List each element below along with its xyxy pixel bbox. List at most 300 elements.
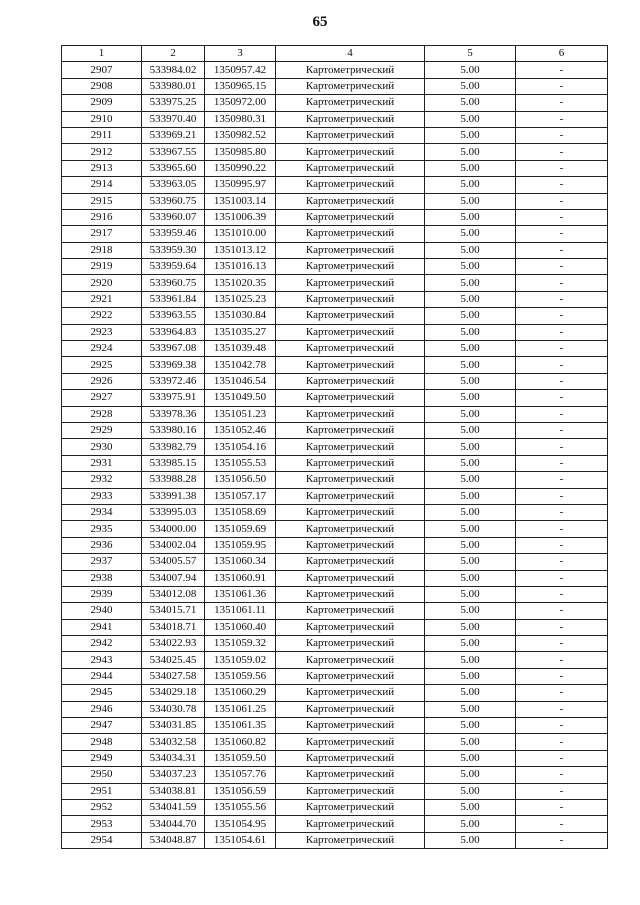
x-coordinate-cell: 533982.79 bbox=[142, 439, 205, 455]
point-number-cell: 2954 bbox=[62, 832, 142, 848]
y-coordinate-cell: 1351003.14 bbox=[205, 193, 276, 209]
note-cell: - bbox=[516, 275, 608, 291]
y-coordinate-cell: 1351058.69 bbox=[205, 504, 276, 520]
y-coordinate-cell: 1351059.32 bbox=[205, 636, 276, 652]
method-cell: Картометрический bbox=[276, 652, 425, 668]
point-number-cell: 2950 bbox=[62, 767, 142, 783]
x-coordinate-cell: 534048.87 bbox=[142, 832, 205, 848]
y-coordinate-cell: 1351013.12 bbox=[205, 242, 276, 258]
y-coordinate-cell: 1351061.35 bbox=[205, 718, 276, 734]
table-row bbox=[62, 406, 608, 422]
accuracy-cell: 5.00 bbox=[425, 619, 516, 635]
accuracy-cell: 5.00 bbox=[425, 127, 516, 143]
x-coordinate-cell: 534025.45 bbox=[142, 652, 205, 668]
method-cell: Картометрический bbox=[276, 783, 425, 799]
method-cell: Картометрический bbox=[276, 750, 425, 766]
table-row bbox=[62, 78, 608, 94]
note-cell: - bbox=[516, 226, 608, 242]
accuracy-cell: 5.00 bbox=[425, 78, 516, 94]
table-row bbox=[62, 636, 608, 652]
method-cell: Картометрический bbox=[276, 668, 425, 684]
accuracy-cell: 5.00 bbox=[425, 799, 516, 815]
accuracy-cell: 5.00 bbox=[425, 750, 516, 766]
note-cell: - bbox=[516, 668, 608, 684]
note-cell: - bbox=[516, 78, 608, 94]
method-cell: Картометрический bbox=[276, 816, 425, 832]
point-number-cell: 2921 bbox=[62, 291, 142, 307]
accuracy-cell: 5.00 bbox=[425, 144, 516, 160]
y-coordinate-cell: 1351060.91 bbox=[205, 570, 276, 586]
y-coordinate-cell: 1351059.95 bbox=[205, 537, 276, 553]
column-header: 6 bbox=[516, 46, 608, 62]
method-cell: Картометрический bbox=[276, 799, 425, 815]
point-number-cell: 2912 bbox=[62, 144, 142, 160]
accuracy-cell: 5.00 bbox=[425, 734, 516, 750]
y-coordinate-cell: 1351055.53 bbox=[205, 455, 276, 471]
note-cell: - bbox=[516, 341, 608, 357]
note-cell: - bbox=[516, 816, 608, 832]
point-number-cell: 2929 bbox=[62, 422, 142, 438]
method-cell: Картометрический bbox=[276, 488, 425, 504]
note-cell: - bbox=[516, 636, 608, 652]
point-number-cell: 2915 bbox=[62, 193, 142, 209]
note-cell: - bbox=[516, 95, 608, 111]
x-coordinate-cell: 534005.57 bbox=[142, 554, 205, 570]
accuracy-cell: 5.00 bbox=[425, 177, 516, 193]
table-row bbox=[62, 767, 608, 783]
note-cell: - bbox=[516, 177, 608, 193]
note-cell: - bbox=[516, 439, 608, 455]
y-coordinate-cell: 1351054.16 bbox=[205, 439, 276, 455]
table-row bbox=[62, 95, 608, 111]
point-number-cell: 2936 bbox=[62, 537, 142, 553]
note-cell: - bbox=[516, 324, 608, 340]
note-cell: - bbox=[516, 406, 608, 422]
x-coordinate-cell: 533978.36 bbox=[142, 406, 205, 422]
y-coordinate-cell: 1351006.39 bbox=[205, 209, 276, 225]
point-number-cell: 2913 bbox=[62, 160, 142, 176]
point-number-cell: 2942 bbox=[62, 636, 142, 652]
method-cell: Картометрический bbox=[276, 144, 425, 160]
table-row bbox=[62, 652, 608, 668]
accuracy-cell: 5.00 bbox=[425, 455, 516, 471]
table-row bbox=[62, 718, 608, 734]
note-cell: - bbox=[516, 586, 608, 602]
point-number-cell: 2949 bbox=[62, 750, 142, 766]
x-coordinate-cell: 533975.25 bbox=[142, 95, 205, 111]
note-cell: - bbox=[516, 62, 608, 78]
point-number-cell: 2925 bbox=[62, 357, 142, 373]
note-cell: - bbox=[516, 767, 608, 783]
accuracy-cell: 5.00 bbox=[425, 570, 516, 586]
note-cell: - bbox=[516, 390, 608, 406]
note-cell: - bbox=[516, 422, 608, 438]
accuracy-cell: 5.00 bbox=[425, 242, 516, 258]
y-coordinate-cell: 1351035.27 bbox=[205, 324, 276, 340]
table-row bbox=[62, 144, 608, 160]
accuracy-cell: 5.00 bbox=[425, 685, 516, 701]
method-cell: Картометрический bbox=[276, 324, 425, 340]
note-cell: - bbox=[516, 160, 608, 176]
page-number: 65 bbox=[312, 14, 328, 30]
x-coordinate-cell: 533960.75 bbox=[142, 193, 205, 209]
accuracy-cell: 5.00 bbox=[425, 832, 516, 848]
note-cell: - bbox=[516, 488, 608, 504]
table-row bbox=[62, 783, 608, 799]
point-number-cell: 2920 bbox=[62, 275, 142, 291]
method-cell: Картометрический bbox=[276, 603, 425, 619]
point-number-cell: 2940 bbox=[62, 603, 142, 619]
table-row bbox=[62, 701, 608, 717]
accuracy-cell: 5.00 bbox=[425, 390, 516, 406]
x-coordinate-cell: 533969.21 bbox=[142, 127, 205, 143]
point-number-cell: 2953 bbox=[62, 816, 142, 832]
table-row bbox=[62, 62, 608, 78]
table-row bbox=[62, 685, 608, 701]
note-cell: - bbox=[516, 472, 608, 488]
point-number-cell: 2923 bbox=[62, 324, 142, 340]
point-number-cell: 2914 bbox=[62, 177, 142, 193]
point-number-cell: 2908 bbox=[62, 78, 142, 94]
accuracy-cell: 5.00 bbox=[425, 406, 516, 422]
x-coordinate-cell: 534018.71 bbox=[142, 619, 205, 635]
y-coordinate-cell: 1350995.97 bbox=[205, 177, 276, 193]
y-coordinate-cell: 1350985.80 bbox=[205, 144, 276, 160]
table-row bbox=[62, 226, 608, 242]
point-number-cell: 2944 bbox=[62, 668, 142, 684]
table-row bbox=[62, 308, 608, 324]
table-row bbox=[62, 193, 608, 209]
method-cell: Картометрический bbox=[276, 619, 425, 635]
table-row bbox=[62, 570, 608, 586]
x-coordinate-cell: 533991.38 bbox=[142, 488, 205, 504]
table-row bbox=[62, 291, 608, 307]
x-coordinate-cell: 533967.08 bbox=[142, 341, 205, 357]
accuracy-cell: 5.00 bbox=[425, 521, 516, 537]
point-number-cell: 2922 bbox=[62, 308, 142, 324]
note-cell: - bbox=[516, 832, 608, 848]
method-cell: Картометрический bbox=[276, 734, 425, 750]
note-cell: - bbox=[516, 537, 608, 553]
accuracy-cell: 5.00 bbox=[425, 488, 516, 504]
note-cell: - bbox=[516, 144, 608, 160]
point-number-cell: 2917 bbox=[62, 226, 142, 242]
accuracy-cell: 5.00 bbox=[425, 652, 516, 668]
point-number-cell: 2941 bbox=[62, 619, 142, 635]
table-row bbox=[62, 832, 608, 848]
accuracy-cell: 5.00 bbox=[425, 603, 516, 619]
point-number-cell: 2916 bbox=[62, 209, 142, 225]
accuracy-cell: 5.00 bbox=[425, 554, 516, 570]
table-row bbox=[62, 390, 608, 406]
x-coordinate-cell: 534015.71 bbox=[142, 603, 205, 619]
y-coordinate-cell: 1350980.31 bbox=[205, 111, 276, 127]
note-cell: - bbox=[516, 373, 608, 389]
method-cell: Картометрический bbox=[276, 390, 425, 406]
y-coordinate-cell: 1351010.00 bbox=[205, 226, 276, 242]
method-cell: Картометрический bbox=[276, 718, 425, 734]
method-cell: Картометрический bbox=[276, 62, 425, 78]
x-coordinate-cell: 533964.83 bbox=[142, 324, 205, 340]
note-cell: - bbox=[516, 111, 608, 127]
y-coordinate-cell: 1351056.50 bbox=[205, 472, 276, 488]
point-number-cell: 2924 bbox=[62, 341, 142, 357]
point-number-cell: 2907 bbox=[62, 62, 142, 78]
method-cell: Картометрический bbox=[276, 472, 425, 488]
y-coordinate-cell: 1351052.46 bbox=[205, 422, 276, 438]
y-coordinate-cell: 1351030.84 bbox=[205, 308, 276, 324]
note-cell: - bbox=[516, 570, 608, 586]
accuracy-cell: 5.00 bbox=[425, 341, 516, 357]
y-coordinate-cell: 1351025.23 bbox=[205, 291, 276, 307]
method-cell: Картометрический bbox=[276, 439, 425, 455]
note-cell: - bbox=[516, 242, 608, 258]
y-coordinate-cell: 1351060.82 bbox=[205, 734, 276, 750]
note-cell: - bbox=[516, 308, 608, 324]
note-cell: - bbox=[516, 521, 608, 537]
x-coordinate-cell: 533963.55 bbox=[142, 308, 205, 324]
x-coordinate-cell: 534007.94 bbox=[142, 570, 205, 586]
note-cell: - bbox=[516, 734, 608, 750]
x-coordinate-cell: 533984.02 bbox=[142, 62, 205, 78]
x-coordinate-cell: 534037.23 bbox=[142, 767, 205, 783]
table-row bbox=[62, 586, 608, 602]
table-row bbox=[62, 504, 608, 520]
y-coordinate-cell: 1351060.34 bbox=[205, 554, 276, 570]
column-header: 2 bbox=[142, 46, 205, 62]
table-row bbox=[62, 324, 608, 340]
y-coordinate-cell: 1350972.00 bbox=[205, 95, 276, 111]
table-row bbox=[62, 619, 608, 635]
x-coordinate-cell: 533980.01 bbox=[142, 78, 205, 94]
accuracy-cell: 5.00 bbox=[425, 373, 516, 389]
point-number-cell: 2952 bbox=[62, 799, 142, 815]
method-cell: Картометрический bbox=[276, 832, 425, 848]
table-header-row bbox=[62, 46, 608, 62]
table-row bbox=[62, 127, 608, 143]
point-number-cell: 2930 bbox=[62, 439, 142, 455]
point-number-cell: 2947 bbox=[62, 718, 142, 734]
accuracy-cell: 5.00 bbox=[425, 259, 516, 275]
method-cell: Картометрический bbox=[276, 193, 425, 209]
note-cell: - bbox=[516, 291, 608, 307]
y-coordinate-cell: 1351056.59 bbox=[205, 783, 276, 799]
x-coordinate-cell: 533995.03 bbox=[142, 504, 205, 520]
point-number-cell: 2919 bbox=[62, 259, 142, 275]
method-cell: Картометрический bbox=[276, 455, 425, 471]
point-number-cell: 2939 bbox=[62, 586, 142, 602]
x-coordinate-cell: 534044.70 bbox=[142, 816, 205, 832]
y-coordinate-cell: 1351057.17 bbox=[205, 488, 276, 504]
method-cell: Картометрический bbox=[276, 341, 425, 357]
x-coordinate-cell: 533980.16 bbox=[142, 422, 205, 438]
x-coordinate-cell: 533965.60 bbox=[142, 160, 205, 176]
y-coordinate-cell: 1350957.42 bbox=[205, 62, 276, 78]
note-cell: - bbox=[516, 259, 608, 275]
y-coordinate-cell: 1351039.48 bbox=[205, 341, 276, 357]
y-coordinate-cell: 1351060.29 bbox=[205, 685, 276, 701]
accuracy-cell: 5.00 bbox=[425, 701, 516, 717]
x-coordinate-cell: 533961.84 bbox=[142, 291, 205, 307]
point-number-cell: 2928 bbox=[62, 406, 142, 422]
y-coordinate-cell: 1351060.40 bbox=[205, 619, 276, 635]
method-cell: Картометрический bbox=[276, 209, 425, 225]
table-row bbox=[62, 373, 608, 389]
column-header: 1 bbox=[62, 46, 142, 62]
accuracy-cell: 5.00 bbox=[425, 291, 516, 307]
table-row bbox=[62, 209, 608, 225]
accuracy-cell: 5.00 bbox=[425, 537, 516, 553]
method-cell: Картометрический bbox=[276, 537, 425, 553]
x-coordinate-cell: 534012.08 bbox=[142, 586, 205, 602]
method-cell: Картометрический bbox=[276, 291, 425, 307]
x-coordinate-cell: 534029.18 bbox=[142, 685, 205, 701]
y-coordinate-cell: 1351051.23 bbox=[205, 406, 276, 422]
table-row bbox=[62, 750, 608, 766]
point-number-cell: 2932 bbox=[62, 472, 142, 488]
y-coordinate-cell: 1350982.52 bbox=[205, 127, 276, 143]
x-coordinate-cell: 534000.00 bbox=[142, 521, 205, 537]
note-cell: - bbox=[516, 504, 608, 520]
note-cell: - bbox=[516, 357, 608, 373]
y-coordinate-cell: 1351061.36 bbox=[205, 586, 276, 602]
table-row bbox=[62, 603, 608, 619]
x-coordinate-cell: 534027.58 bbox=[142, 668, 205, 684]
note-cell: - bbox=[516, 127, 608, 143]
method-cell: Картометрический bbox=[276, 160, 425, 176]
y-coordinate-cell: 1351055.56 bbox=[205, 799, 276, 815]
table-row bbox=[62, 799, 608, 815]
method-cell: Картометрический bbox=[276, 586, 425, 602]
x-coordinate-cell: 534031.85 bbox=[142, 718, 205, 734]
y-coordinate-cell: 1351049.50 bbox=[205, 390, 276, 406]
point-number-cell: 2945 bbox=[62, 685, 142, 701]
y-coordinate-cell: 1351046.54 bbox=[205, 373, 276, 389]
x-coordinate-cell: 533985.15 bbox=[142, 455, 205, 471]
x-coordinate-cell: 534022.93 bbox=[142, 636, 205, 652]
method-cell: Картометрический bbox=[276, 127, 425, 143]
point-number-cell: 2911 bbox=[62, 127, 142, 143]
method-cell: Картометрический bbox=[276, 242, 425, 258]
method-cell: Картометрический bbox=[276, 373, 425, 389]
accuracy-cell: 5.00 bbox=[425, 668, 516, 684]
x-coordinate-cell: 533959.30 bbox=[142, 242, 205, 258]
x-coordinate-cell: 533969.38 bbox=[142, 357, 205, 373]
x-coordinate-cell: 533972.46 bbox=[142, 373, 205, 389]
table-row bbox=[62, 177, 608, 193]
y-coordinate-cell: 1351042.78 bbox=[205, 357, 276, 373]
y-coordinate-cell: 1351059.02 bbox=[205, 652, 276, 668]
note-cell: - bbox=[516, 193, 608, 209]
point-number-cell: 2937 bbox=[62, 554, 142, 570]
y-coordinate-cell: 1351057.76 bbox=[205, 767, 276, 783]
method-cell: Картометрический bbox=[276, 357, 425, 373]
table-row bbox=[62, 259, 608, 275]
column-header: 4 bbox=[276, 46, 425, 62]
method-cell: Картометрический bbox=[276, 767, 425, 783]
point-number-cell: 2910 bbox=[62, 111, 142, 127]
table-row bbox=[62, 357, 608, 373]
point-number-cell: 2935 bbox=[62, 521, 142, 537]
note-cell: - bbox=[516, 718, 608, 734]
note-cell: - bbox=[516, 603, 608, 619]
method-cell: Картометрический bbox=[276, 521, 425, 537]
accuracy-cell: 5.00 bbox=[425, 718, 516, 734]
method-cell: Картометрический bbox=[276, 95, 425, 111]
point-number-cell: 2918 bbox=[62, 242, 142, 258]
accuracy-cell: 5.00 bbox=[425, 209, 516, 225]
table-row bbox=[62, 668, 608, 684]
method-cell: Картометрический bbox=[276, 554, 425, 570]
accuracy-cell: 5.00 bbox=[425, 504, 516, 520]
x-coordinate-cell: 534038.81 bbox=[142, 783, 205, 799]
coordinates-table bbox=[61, 45, 608, 849]
table-row bbox=[62, 816, 608, 832]
table-row bbox=[62, 422, 608, 438]
y-coordinate-cell: 1351059.56 bbox=[205, 668, 276, 684]
table-row bbox=[62, 488, 608, 504]
y-coordinate-cell: 1351054.61 bbox=[205, 832, 276, 848]
method-cell: Картометрический bbox=[276, 636, 425, 652]
table-row bbox=[62, 455, 608, 471]
note-cell: - bbox=[516, 750, 608, 766]
x-coordinate-cell: 533959.46 bbox=[142, 226, 205, 242]
table-row bbox=[62, 734, 608, 750]
method-cell: Картометрический bbox=[276, 504, 425, 520]
accuracy-cell: 5.00 bbox=[425, 62, 516, 78]
note-cell: - bbox=[516, 652, 608, 668]
x-coordinate-cell: 533963.05 bbox=[142, 177, 205, 193]
point-number-cell: 2946 bbox=[62, 701, 142, 717]
method-cell: Картометрический bbox=[276, 685, 425, 701]
note-cell: - bbox=[516, 209, 608, 225]
table-row bbox=[62, 275, 608, 291]
method-cell: Картометрический bbox=[276, 570, 425, 586]
y-coordinate-cell: 1351059.50 bbox=[205, 750, 276, 766]
point-number-cell: 2938 bbox=[62, 570, 142, 586]
y-coordinate-cell: 1351059.69 bbox=[205, 521, 276, 537]
x-coordinate-cell: 534032.58 bbox=[142, 734, 205, 750]
note-cell: - bbox=[516, 701, 608, 717]
y-coordinate-cell: 1351061.25 bbox=[205, 701, 276, 717]
x-coordinate-cell: 534041.59 bbox=[142, 799, 205, 815]
point-number-cell: 2943 bbox=[62, 652, 142, 668]
accuracy-cell: 5.00 bbox=[425, 816, 516, 832]
table-row bbox=[62, 242, 608, 258]
y-coordinate-cell: 1350990.22 bbox=[205, 160, 276, 176]
accuracy-cell: 5.00 bbox=[425, 439, 516, 455]
x-coordinate-cell: 533970.40 bbox=[142, 111, 205, 127]
point-number-cell: 2926 bbox=[62, 373, 142, 389]
accuracy-cell: 5.00 bbox=[425, 783, 516, 799]
accuracy-cell: 5.00 bbox=[425, 275, 516, 291]
point-number-cell: 2934 bbox=[62, 504, 142, 520]
point-number-cell: 2927 bbox=[62, 390, 142, 406]
x-coordinate-cell: 533967.55 bbox=[142, 144, 205, 160]
table-row bbox=[62, 521, 608, 537]
y-coordinate-cell: 1351020.35 bbox=[205, 275, 276, 291]
method-cell: Картометрический bbox=[276, 701, 425, 717]
point-number-cell: 2909 bbox=[62, 95, 142, 111]
point-number-cell: 2933 bbox=[62, 488, 142, 504]
point-number-cell: 2951 bbox=[62, 783, 142, 799]
accuracy-cell: 5.00 bbox=[425, 308, 516, 324]
table-row bbox=[62, 111, 608, 127]
point-number-cell: 2931 bbox=[62, 455, 142, 471]
y-coordinate-cell: 1351061.11 bbox=[205, 603, 276, 619]
column-header: 5 bbox=[425, 46, 516, 62]
point-number-cell: 2948 bbox=[62, 734, 142, 750]
